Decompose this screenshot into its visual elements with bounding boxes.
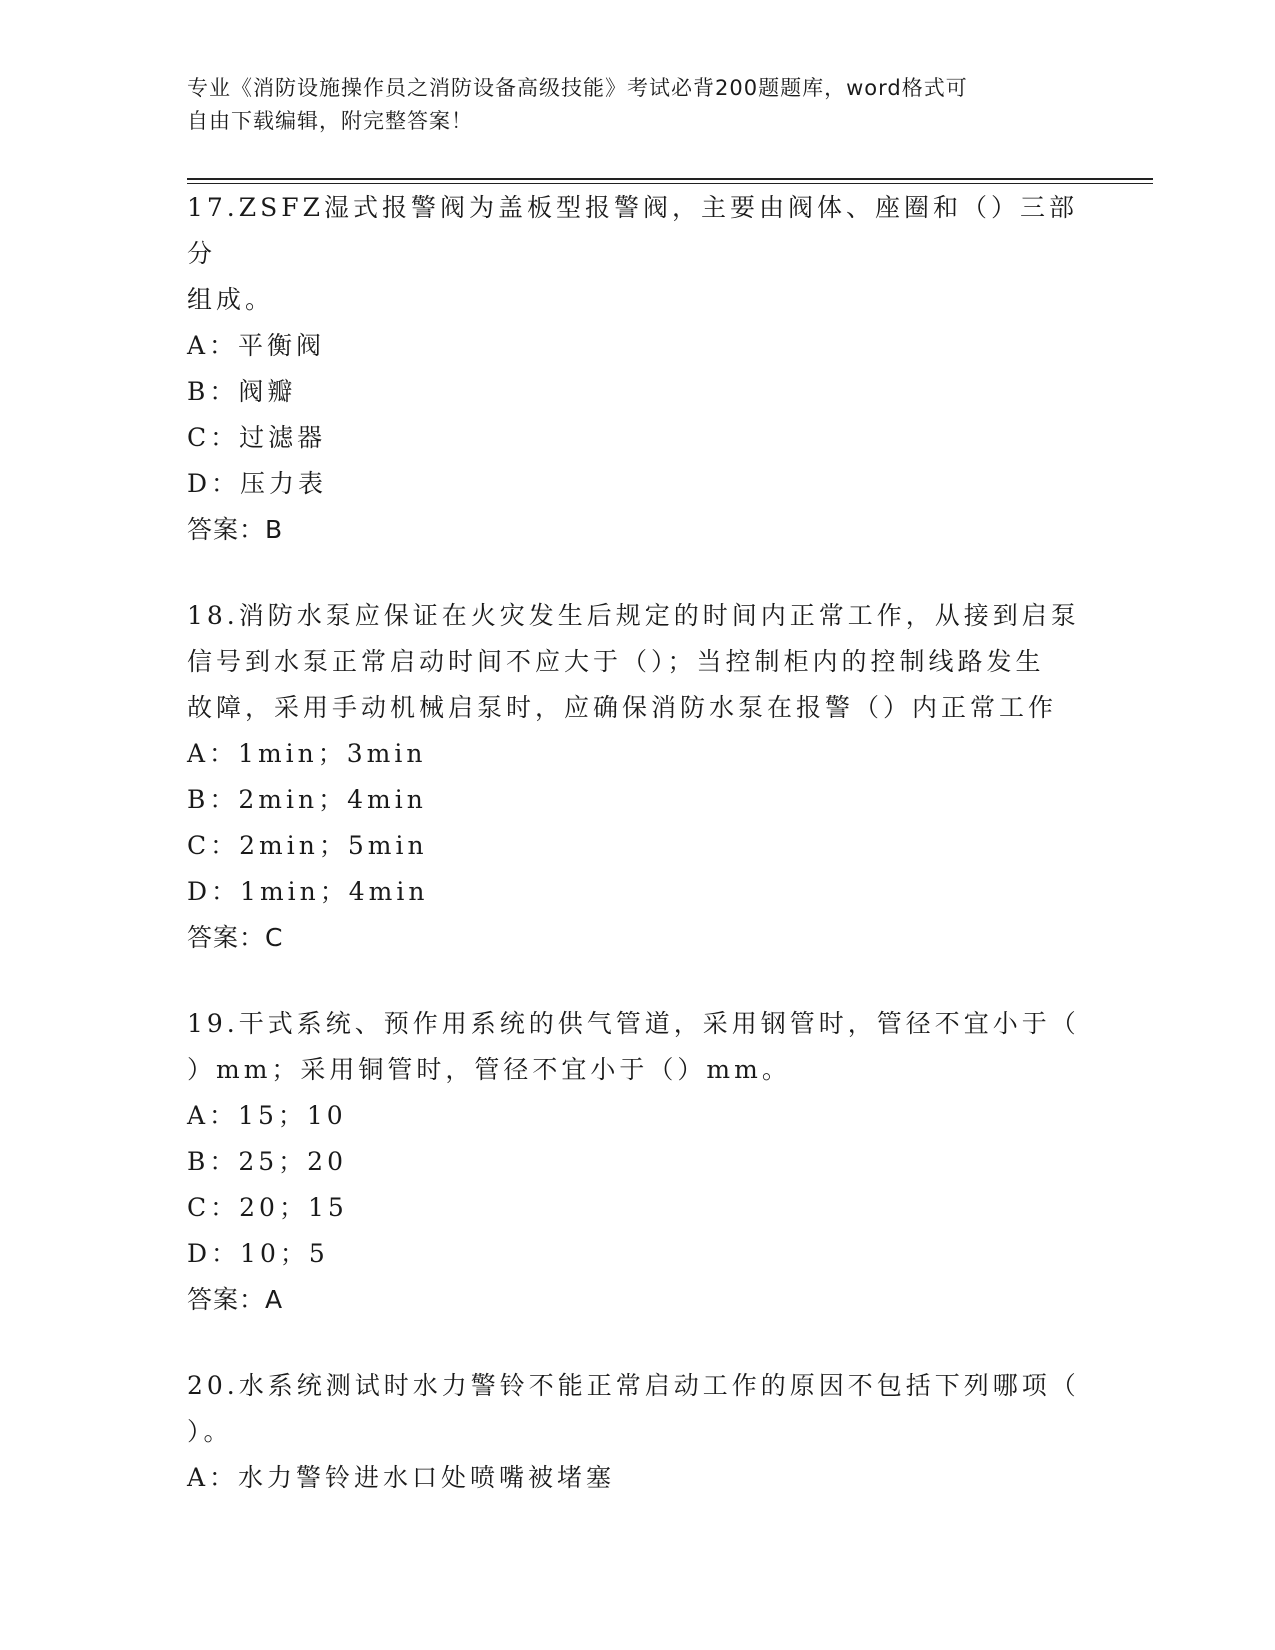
question-stem: 组成。 <box>187 285 275 314</box>
question-stem: ）mm；采用铜管时，管径不宜小于（）mm。 <box>187 1055 791 1084</box>
option-a: A：1min；3min <box>187 739 427 768</box>
option-a: A：15；10 <box>187 1101 347 1130</box>
header-line: 专业《消防设施操作员之消防设备高级技能》考试必背200题题库，word格式可 <box>187 76 968 100</box>
question-17 <box>187 185 1087 553</box>
question-stem: 18.消防水泵应保证在火灾发生后规定的时间内正常工作，从接到启泵 <box>187 601 1080 630</box>
question-list <box>187 185 1087 1541</box>
option-d: D：10；5 <box>187 1239 329 1268</box>
question-19 <box>187 1001 1087 1323</box>
option-c: C：过滤器 <box>187 423 327 452</box>
option-c: C：20；15 <box>187 1193 348 1222</box>
question-stem: ）。 <box>187 1417 233 1446</box>
answer: 答案：C <box>187 923 284 952</box>
option-d: D：1min；4min <box>187 877 429 906</box>
header-divider-thin <box>187 183 1153 184</box>
document-header <box>187 72 1067 138</box>
option-b: B：2min；4min <box>187 785 427 814</box>
option-c: C：2min；5min <box>187 831 428 860</box>
option-d: D：压力表 <box>187 469 328 498</box>
question-stem: 17.ZSFZ湿式报警阀为盖板型报警阀，主要由阀体、座圈和（）三部分 <box>187 193 1078 268</box>
question-stem: 19.干式系统、预作用系统的供气管道，采用钢管时，管径不宜小于（ <box>187 1009 1080 1038</box>
option-a: A：水力警铃进水口处喷嘴被堵塞 <box>187 1463 616 1492</box>
question-stem: 20.水系统测试时水力警铃不能正常启动工作的原因不包括下列哪项（ <box>187 1371 1080 1400</box>
option-b: B：阀瓣 <box>187 377 297 406</box>
answer: 答案：A <box>187 1285 284 1314</box>
option-b: B：25；20 <box>187 1147 347 1176</box>
header-line: 自由下载编辑，附完整答案！ <box>187 109 473 133</box>
option-a: A：平衡阀 <box>187 331 326 360</box>
question-stem: 信号到水泵正常启动时间不应大于（）；当控制柜内的控制线路发生 <box>187 647 1045 676</box>
answer: 答案：B <box>187 515 284 544</box>
header-divider <box>187 178 1153 180</box>
question-18 <box>187 593 1087 961</box>
question-20 <box>187 1363 1087 1501</box>
question-stem: 故障，采用手动机械启泵时，应确保消防水泵在报警（）内正常工作 <box>187 693 1058 722</box>
